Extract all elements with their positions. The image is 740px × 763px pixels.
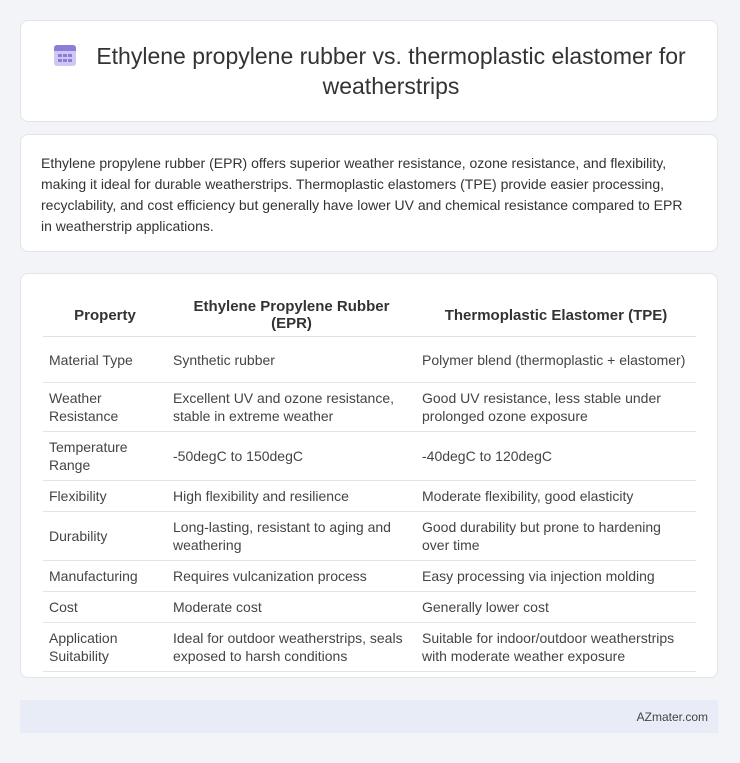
intro-text: Ethylene propylene rubber (EPR) offers superior weather resistance, ozone resistance, and flexibility, making it ideal for durable weatherstrips. Thermoplastic elastomers (TPE) provide easier processing, recyclability, and cost efficiency but generally have lower UV and chemical resistance compared to EPR in weatherstrip applications. [41,155,683,234]
table-row [43,512,696,561]
table-cell-tpe: Polymer blend (thermoplastic + elastomer) [416,337,696,383]
table-cell-tpe: Generally lower cost [416,592,696,623]
title-wrap [52,41,686,101]
table-cell-tpe: -40degC to 120degC [416,432,696,481]
table-cell-tpe: Good UV resistance, less stable under prolonged ozone exposure [416,383,696,432]
table-card [20,273,718,678]
document-icon [52,42,78,68]
table-cell-property: Weather Resistance [43,383,167,432]
table-cell-epr: Ideal for outdoor weatherstrips, seals exposed to harsh conditions [167,623,416,672]
footer-brand[interactable]: AZmater.com [636,709,708,724]
table-row [43,623,696,672]
table-row [43,561,696,592]
table-cell-tpe: Easy processing via injection molding [416,561,696,592]
table-cell-epr: Requires vulcanization process [167,561,416,592]
title-card [20,20,718,122]
table-cell-property: Flexibility [43,481,167,512]
table-cell-property: Application Suitability [43,623,167,672]
table-row [43,481,696,512]
table-cell-property: Manufacturing [43,561,167,592]
table-cell-property: Temperature Range [43,432,167,481]
table-cell-property: Cost [43,592,167,623]
page-title: Ethylene propylene rubber vs. thermoplastic elastomer for weatherstrips [96,43,686,99]
table-cell-epr: Moderate cost [167,592,416,623]
table-header-row [43,296,696,337]
table-row [43,383,696,432]
table-cell-epr: Long-lasting, resistant to aging and weathering [167,512,416,561]
comparison-table [43,296,696,672]
table-cell-tpe: Good durability but prone to hardening over time [416,512,696,561]
footer [20,700,718,733]
table-cell-property: Durability [43,512,167,561]
column-header-tpe: Thermoplastic Elastomer (TPE) [416,296,696,337]
table-row [43,592,696,623]
table-cell-epr: High flexibility and resilience [167,481,416,512]
table-cell-epr: -50degC to 150degC [167,432,416,481]
table-cell-property: Material Type [43,337,167,383]
table-cell-epr: Excellent UV and ozone resistance, stable in extreme weather [167,383,416,432]
intro-card [20,134,718,252]
table-cell-tpe: Suitable for indoor/outdoor weatherstrips with moderate weather exposure [416,623,696,672]
table-row [43,432,696,481]
table-row [43,337,696,383]
table-cell-tpe: Moderate flexibility, good elasticity [416,481,696,512]
column-header-epr: Ethylene Propylene Rubber (EPR) [167,296,416,337]
column-header-property: Property [43,296,167,337]
table-cell-epr: Synthetic rubber [167,337,416,383]
